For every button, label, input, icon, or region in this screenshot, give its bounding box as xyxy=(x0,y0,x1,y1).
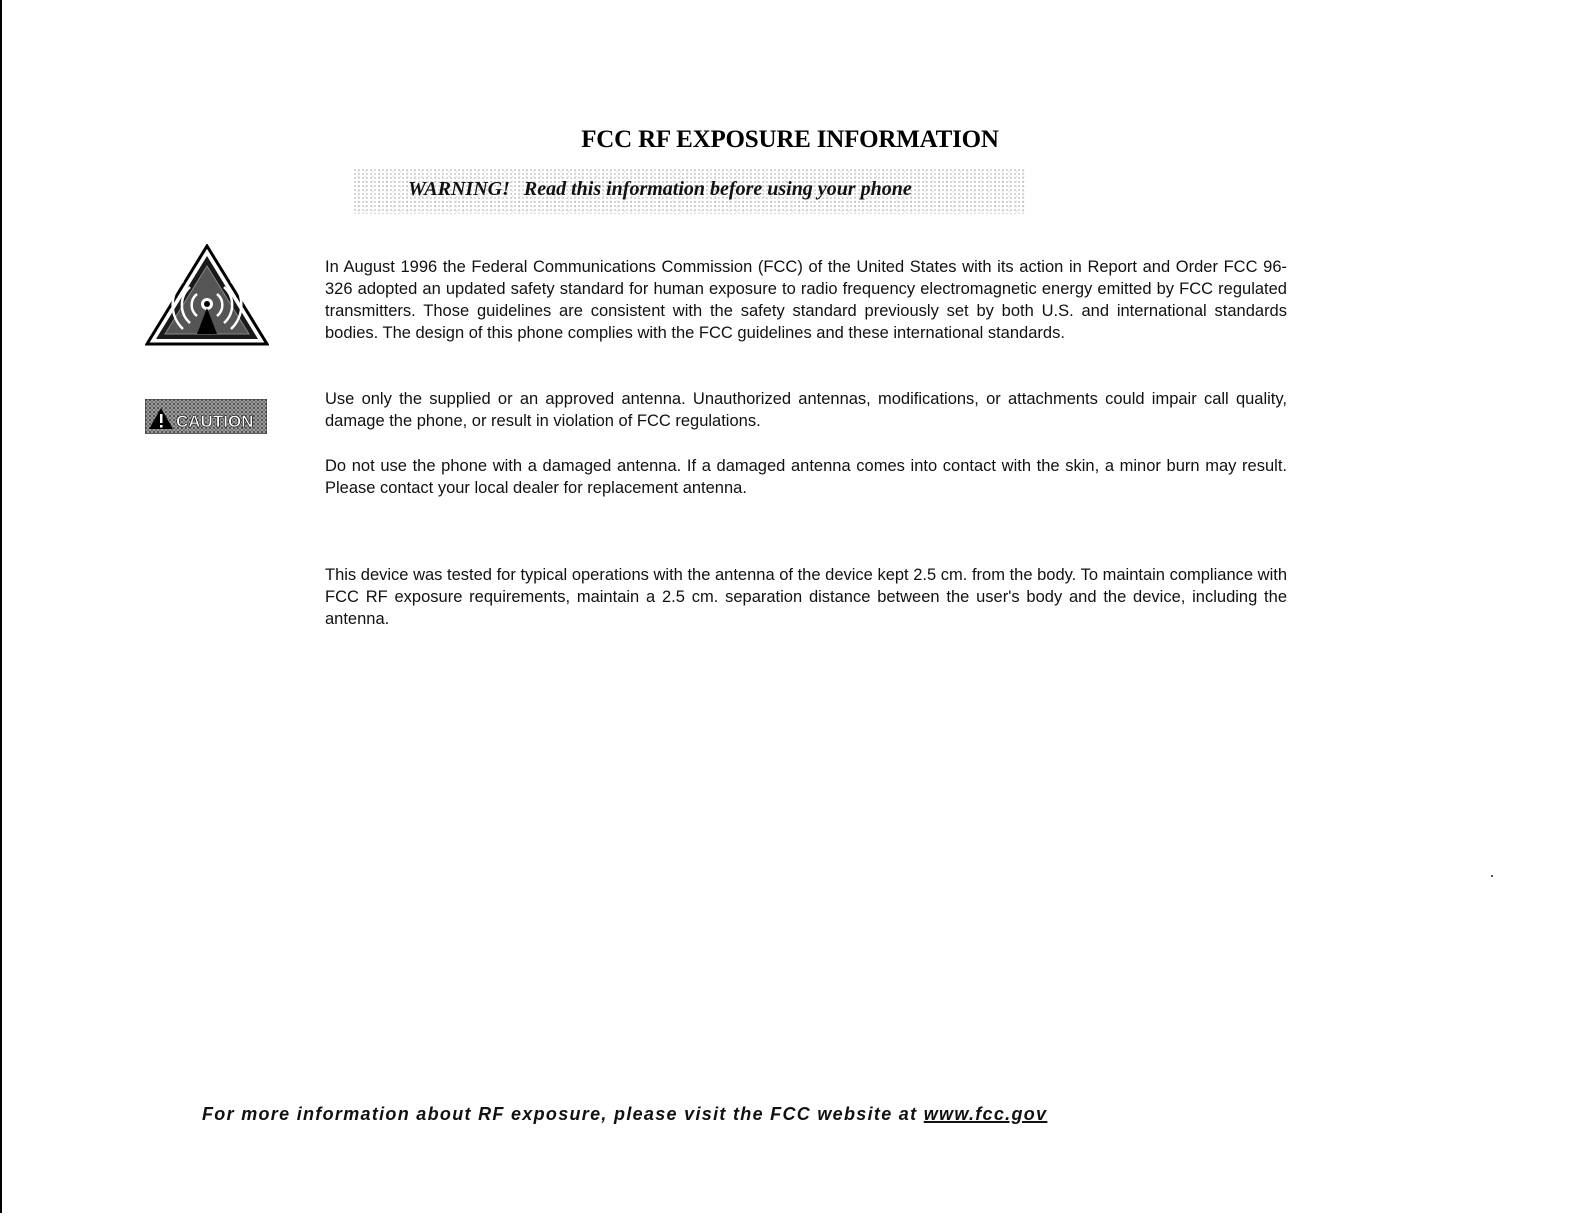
warning-text xyxy=(408,178,912,201)
paragraph-fcc-standard: In August 1996 the Federal Communications Commission (FCC) of the United States with its action in Report and Order FCC 96-326 adopted an updated safety standard for human exposure to radio frequency electromagnetic energy emitted by FCC regulated transmitters. Those guidelines are consistent with the safety standard previously set by both U.S. and international standards bodies. The design of this phone complies with the FCC guidelines and these international standards. xyxy=(325,258,1287,342)
fcc-website-link[interactable]: www.fcc.gov xyxy=(923,1104,1048,1124)
paragraph-damaged-antenna: Do not use the phone with a damaged antenna. If a damaged antenna comes into contact with the skin, a minor burn may result. Please contact your local dealer for replacement antenna. xyxy=(325,457,1287,497)
footer-note xyxy=(202,1104,1047,1125)
paragraph-approved-antenna: Use only the supplied or an approved antenna. Unauthorized antennas, modifications, or attachments could impair call quality, damage the phone, or result in violation of FCC regulations. xyxy=(325,390,1287,430)
warning-message: Read this information before using your phone xyxy=(523,178,912,200)
page-title: FCC RF EXPOSURE INFORMATION xyxy=(581,126,999,153)
caution-badge-text: CAUTION xyxy=(176,412,254,431)
rf-radiation-warning-icon xyxy=(145,244,269,348)
footer-text: For more information about RF exposure, please visit the FCC website at xyxy=(202,1104,924,1124)
paragraph-separation-distance: This device was tested for typical operations with the antenna of the device kept 2.5 cm. from the body. To maintain compliance with FCC RF exposure requirements, maintain a 2.5 cm. separation distance between the user's body and the device, including the antenna. xyxy=(325,566,1287,628)
warning-banner xyxy=(353,168,1025,214)
caution-badge-icon xyxy=(145,399,267,434)
page-left-border xyxy=(0,0,2,1213)
warning-label: WARNING! xyxy=(408,178,510,200)
scan-speck xyxy=(1491,875,1493,877)
